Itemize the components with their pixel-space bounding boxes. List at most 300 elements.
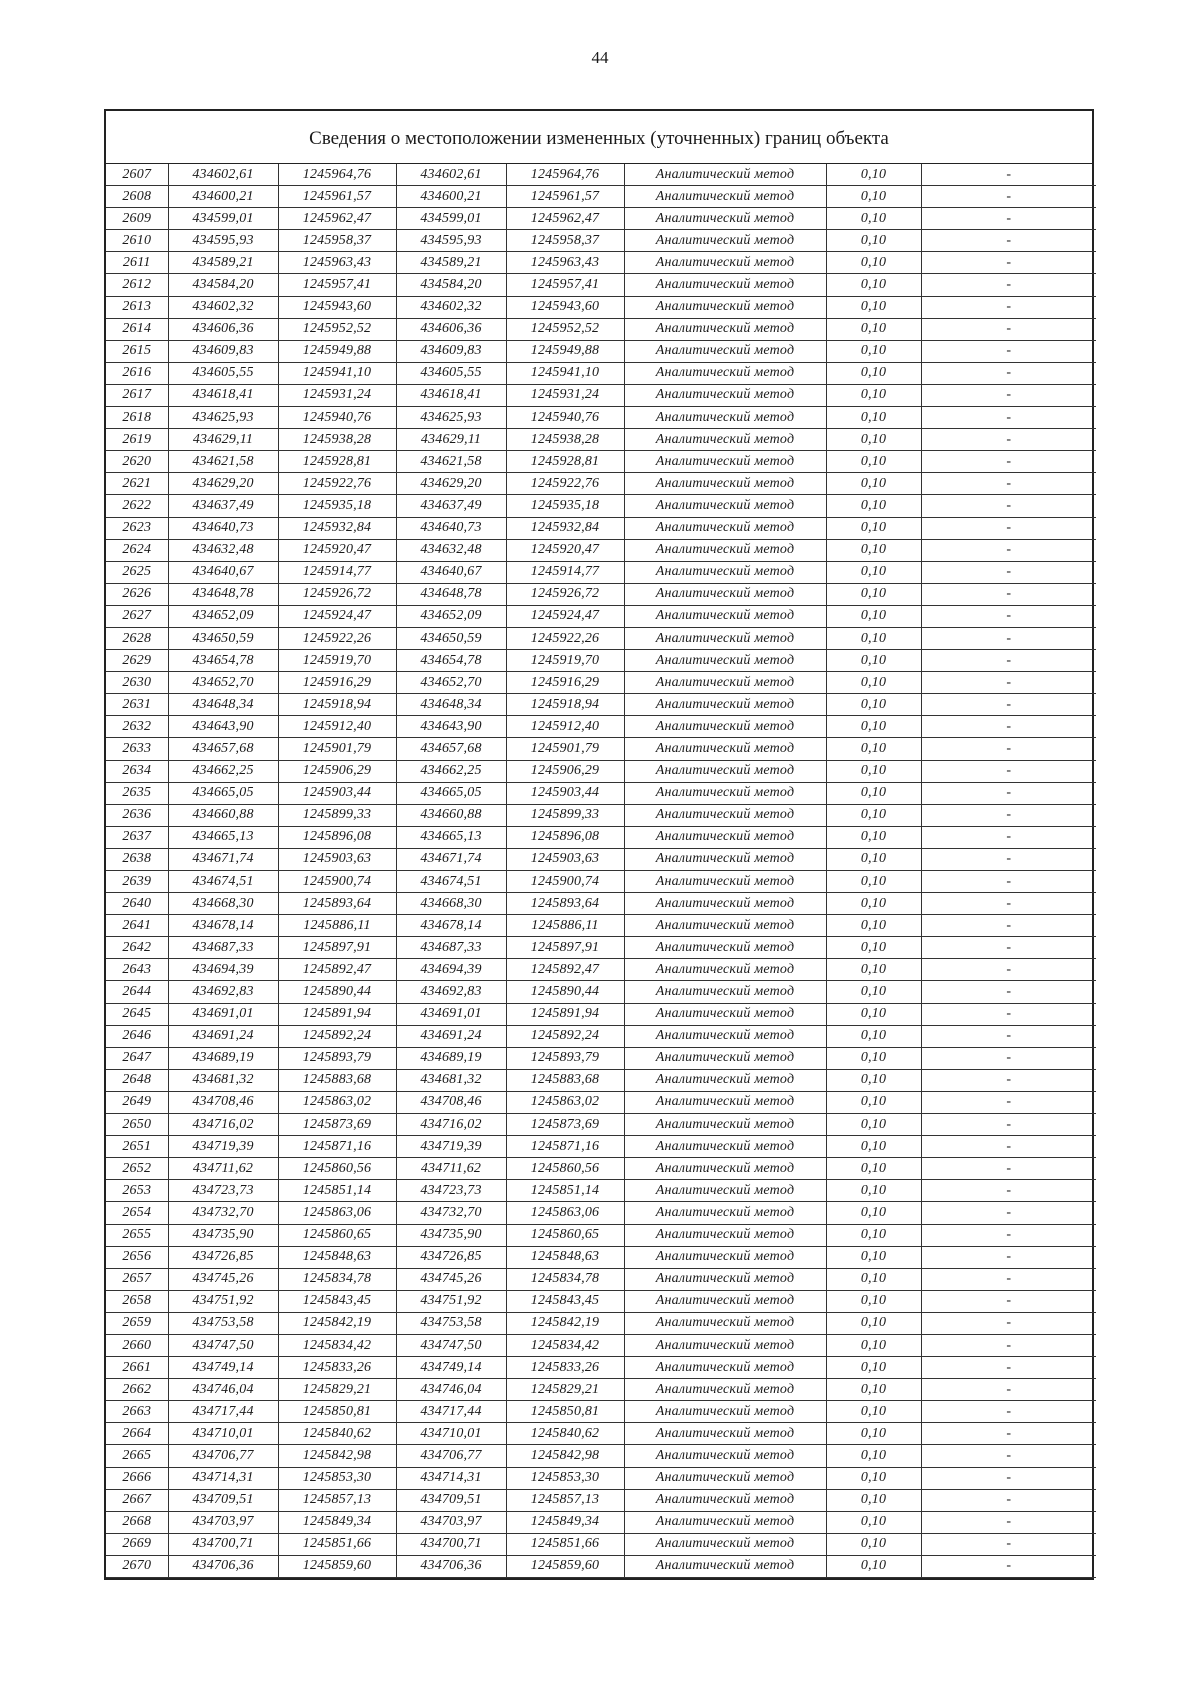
description-cell: -: [921, 1047, 1096, 1069]
x-existing-cell: 434735,90: [168, 1224, 278, 1246]
y-specified-cell: 1245851,14: [506, 1180, 624, 1202]
table-row: [106, 561, 1096, 583]
y-existing-cell: 1245906,29: [278, 760, 396, 782]
table-row: [106, 473, 1096, 495]
point-number-cell: 2632: [106, 716, 168, 738]
table-row: [106, 186, 1096, 208]
table-row: [106, 871, 1096, 893]
y-existing-cell: 1245892,47: [278, 959, 396, 981]
x-specified-cell: 434691,01: [396, 1003, 506, 1025]
point-number-cell: 2645: [106, 1003, 168, 1025]
point-number-cell: 2669: [106, 1533, 168, 1555]
method-cell: Аналитический метод: [624, 1290, 826, 1312]
y-specified-cell: 1245892,47: [506, 959, 624, 981]
method-cell: Аналитический метод: [624, 186, 826, 208]
point-number-cell: 2657: [106, 1268, 168, 1290]
table-row: [106, 716, 1096, 738]
table-row: [106, 340, 1096, 362]
x-existing-cell: 434749,14: [168, 1357, 278, 1379]
method-cell: Аналитический метод: [624, 296, 826, 318]
table-row: [106, 627, 1096, 649]
x-existing-cell: 434708,46: [168, 1091, 278, 1113]
y-specified-cell: 1245958,37: [506, 230, 624, 252]
x-specified-cell: 434643,90: [396, 716, 506, 738]
x-specified-cell: 434652,70: [396, 672, 506, 694]
x-existing-cell: 434723,73: [168, 1180, 278, 1202]
table-row: [106, 915, 1096, 937]
method-cell: Аналитический метод: [624, 561, 826, 583]
x-specified-cell: 434606,36: [396, 318, 506, 340]
y-specified-cell: 1245962,47: [506, 208, 624, 230]
y-existing-cell: 1245859,60: [278, 1555, 396, 1577]
table-row: [106, 362, 1096, 384]
description-cell: -: [921, 186, 1096, 208]
accuracy-cell: 0,10: [826, 230, 921, 252]
accuracy-cell: 0,10: [826, 1114, 921, 1136]
accuracy-cell: 0,10: [826, 1047, 921, 1069]
table-row: [106, 1334, 1096, 1356]
table-row: [106, 1423, 1096, 1445]
x-specified-cell: 434726,85: [396, 1246, 506, 1268]
point-number-cell: 2625: [106, 561, 168, 583]
x-existing-cell: 434618,41: [168, 384, 278, 406]
y-existing-cell: 1245873,69: [278, 1114, 396, 1136]
table-row: [106, 959, 1096, 981]
x-existing-cell: 434714,31: [168, 1467, 278, 1489]
x-existing-cell: 434694,39: [168, 959, 278, 981]
point-number-cell: 2661: [106, 1357, 168, 1379]
y-specified-cell: 1245896,08: [506, 826, 624, 848]
description-cell: -: [921, 384, 1096, 406]
point-number-cell: 2637: [106, 826, 168, 848]
x-specified-cell: 434629,20: [396, 473, 506, 495]
y-existing-cell: 1245931,24: [278, 384, 396, 406]
accuracy-cell: 0,10: [826, 893, 921, 915]
y-existing-cell: 1245897,91: [278, 937, 396, 959]
table-row: [106, 1180, 1096, 1202]
table-row: [106, 1555, 1096, 1577]
y-existing-cell: 1245834,78: [278, 1268, 396, 1290]
x-specified-cell: 434714,31: [396, 1467, 506, 1489]
table-row: [106, 1158, 1096, 1180]
y-specified-cell: 1245829,21: [506, 1379, 624, 1401]
method-cell: Аналитический метод: [624, 362, 826, 384]
method-cell: Аналитический метод: [624, 1003, 826, 1025]
x-existing-cell: 434706,77: [168, 1445, 278, 1467]
point-number-cell: 2638: [106, 848, 168, 870]
method-cell: Аналитический метод: [624, 694, 826, 716]
table-row: [106, 1268, 1096, 1290]
y-existing-cell: 1245853,30: [278, 1467, 396, 1489]
y-specified-cell: 1245938,28: [506, 429, 624, 451]
description-cell: -: [921, 1445, 1096, 1467]
x-existing-cell: 434660,88: [168, 804, 278, 826]
description-cell: -: [921, 1423, 1096, 1445]
x-existing-cell: 434662,25: [168, 760, 278, 782]
description-cell: -: [921, 893, 1096, 915]
method-cell: Аналитический метод: [624, 672, 826, 694]
y-existing-cell: 1245890,44: [278, 981, 396, 1003]
x-existing-cell: 434589,21: [168, 252, 278, 274]
point-number-cell: 2610: [106, 230, 168, 252]
y-existing-cell: 1245899,33: [278, 804, 396, 826]
method-cell: Аналитический метод: [624, 1025, 826, 1047]
y-specified-cell: 1245848,63: [506, 1246, 624, 1268]
accuracy-cell: 0,10: [826, 1290, 921, 1312]
x-specified-cell: 434654,78: [396, 650, 506, 672]
x-specified-cell: 434747,50: [396, 1334, 506, 1356]
y-existing-cell: 1245914,77: [278, 561, 396, 583]
method-cell: Аналитический метод: [624, 1047, 826, 1069]
point-number-cell: 2659: [106, 1312, 168, 1334]
x-existing-cell: 434605,55: [168, 362, 278, 384]
x-existing-cell: 434706,36: [168, 1555, 278, 1577]
y-specified-cell: 1245916,29: [506, 672, 624, 694]
x-existing-cell: 434711,62: [168, 1158, 278, 1180]
point-number-cell: 2630: [106, 672, 168, 694]
x-specified-cell: 434605,55: [396, 362, 506, 384]
description-cell: -: [921, 517, 1096, 539]
x-existing-cell: 434654,78: [168, 650, 278, 672]
method-cell: Аналитический метод: [624, 782, 826, 804]
method-cell: Аналитический метод: [624, 473, 826, 495]
point-number-cell: 2652: [106, 1158, 168, 1180]
y-existing-cell: 1245919,70: [278, 650, 396, 672]
table-row: [106, 1467, 1096, 1489]
method-cell: Аналитический метод: [624, 848, 826, 870]
table-row: [106, 1091, 1096, 1113]
x-specified-cell: 434694,39: [396, 959, 506, 981]
x-specified-cell: 434637,49: [396, 495, 506, 517]
method-cell: Аналитический метод: [624, 871, 826, 893]
y-specified-cell: 1245943,60: [506, 296, 624, 318]
y-specified-cell: 1245903,63: [506, 848, 624, 870]
y-existing-cell: 1245903,63: [278, 848, 396, 870]
description-cell: -: [921, 473, 1096, 495]
description-cell: -: [921, 782, 1096, 804]
table-row: [106, 252, 1096, 274]
accuracy-cell: 0,10: [826, 1312, 921, 1334]
method-cell: Аналитический метод: [624, 1467, 826, 1489]
accuracy-cell: 0,10: [826, 1091, 921, 1113]
table-row: [106, 1003, 1096, 1025]
y-specified-cell: 1245900,74: [506, 871, 624, 893]
x-specified-cell: 434751,92: [396, 1290, 506, 1312]
y-specified-cell: 1245857,13: [506, 1489, 624, 1511]
x-specified-cell: 434648,34: [396, 694, 506, 716]
x-specified-cell: 434710,01: [396, 1423, 506, 1445]
x-specified-cell: 434717,44: [396, 1401, 506, 1423]
y-specified-cell: 1245890,44: [506, 981, 624, 1003]
y-specified-cell: 1245941,10: [506, 362, 624, 384]
x-specified-cell: 434665,13: [396, 826, 506, 848]
table-title: Сведения о местоположении измененных (уточненных) границ объекта: [106, 111, 1092, 164]
y-specified-cell: 1245906,29: [506, 760, 624, 782]
method-cell: Аналитический метод: [624, 1379, 826, 1401]
point-number-cell: 2651: [106, 1136, 168, 1158]
accuracy-cell: 0,10: [826, 384, 921, 406]
page-number: 44: [591, 48, 609, 67]
x-existing-cell: 434751,92: [168, 1290, 278, 1312]
x-existing-cell: 434602,61: [168, 164, 278, 186]
y-existing-cell: 1245893,79: [278, 1047, 396, 1069]
y-specified-cell: 1245871,16: [506, 1136, 624, 1158]
x-existing-cell: 434691,24: [168, 1025, 278, 1047]
description-cell: -: [921, 1180, 1096, 1202]
accuracy-cell: 0,10: [826, 252, 921, 274]
x-existing-cell: 434650,59: [168, 627, 278, 649]
accuracy-cell: 0,10: [826, 1025, 921, 1047]
y-existing-cell: 1245842,19: [278, 1312, 396, 1334]
accuracy-cell: 0,10: [826, 937, 921, 959]
point-number-cell: 2666: [106, 1467, 168, 1489]
method-cell: Аналитический метод: [624, 407, 826, 429]
x-existing-cell: 434609,83: [168, 340, 278, 362]
accuracy-cell: 0,10: [826, 804, 921, 826]
y-specified-cell: 1245901,79: [506, 738, 624, 760]
x-existing-cell: 434629,20: [168, 473, 278, 495]
table-row: [106, 296, 1096, 318]
accuracy-cell: 0,10: [826, 1489, 921, 1511]
y-specified-cell: 1245834,42: [506, 1334, 624, 1356]
x-specified-cell: 434660,88: [396, 804, 506, 826]
description-cell: -: [921, 561, 1096, 583]
x-specified-cell: 434700,71: [396, 1533, 506, 1555]
x-existing-cell: 434692,83: [168, 981, 278, 1003]
x-specified-cell: 434652,09: [396, 605, 506, 627]
x-specified-cell: 434687,33: [396, 937, 506, 959]
y-existing-cell: 1245871,16: [278, 1136, 396, 1158]
y-existing-cell: 1245840,62: [278, 1423, 396, 1445]
y-specified-cell: 1245931,24: [506, 384, 624, 406]
description-cell: -: [921, 959, 1096, 981]
point-number-cell: 2611: [106, 252, 168, 274]
description-cell: -: [921, 362, 1096, 384]
y-specified-cell: 1245853,30: [506, 1467, 624, 1489]
accuracy-cell: 0,10: [826, 1357, 921, 1379]
description-cell: -: [921, 915, 1096, 937]
x-existing-cell: 434703,97: [168, 1511, 278, 1533]
point-number-cell: 2608: [106, 186, 168, 208]
table-row: [106, 1379, 1096, 1401]
accuracy-cell: 0,10: [826, 1136, 921, 1158]
table-row: [106, 1401, 1096, 1423]
y-specified-cell: 1245957,41: [506, 274, 624, 296]
x-existing-cell: 434652,70: [168, 672, 278, 694]
method-cell: Аналитический метод: [624, 1357, 826, 1379]
y-existing-cell: 1245949,88: [278, 340, 396, 362]
table-row: [106, 1025, 1096, 1047]
y-specified-cell: 1245922,76: [506, 473, 624, 495]
y-specified-cell: 1245922,26: [506, 627, 624, 649]
accuracy-cell: 0,10: [826, 1246, 921, 1268]
x-specified-cell: 434708,46: [396, 1091, 506, 1113]
description-cell: -: [921, 230, 1096, 252]
y-existing-cell: 1245912,40: [278, 716, 396, 738]
accuracy-cell: 0,10: [826, 451, 921, 473]
table-row: [106, 1312, 1096, 1334]
y-specified-cell: 1245886,11: [506, 915, 624, 937]
x-specified-cell: 434600,21: [396, 186, 506, 208]
y-existing-cell: 1245829,21: [278, 1379, 396, 1401]
method-cell: Аналитический метод: [624, 1401, 826, 1423]
y-specified-cell: 1245952,52: [506, 318, 624, 340]
method-cell: Аналитический метод: [624, 318, 826, 340]
x-existing-cell: 434629,11: [168, 429, 278, 451]
x-existing-cell: 434687,33: [168, 937, 278, 959]
y-existing-cell: 1245935,18: [278, 495, 396, 517]
description-cell: -: [921, 1202, 1096, 1224]
accuracy-cell: 0,10: [826, 495, 921, 517]
accuracy-cell: 0,10: [826, 605, 921, 627]
description-cell: -: [921, 1533, 1096, 1555]
point-number-cell: 2635: [106, 782, 168, 804]
point-number-cell: 2615: [106, 340, 168, 362]
point-number-cell: 2640: [106, 893, 168, 915]
accuracy-cell: 0,10: [826, 760, 921, 782]
x-specified-cell: 434753,58: [396, 1312, 506, 1334]
method-cell: Аналитический метод: [624, 981, 826, 1003]
method-cell: Аналитический метод: [624, 1114, 826, 1136]
x-existing-cell: 434671,74: [168, 848, 278, 870]
method-cell: Аналитический метод: [624, 274, 826, 296]
accuracy-cell: 0,10: [826, 981, 921, 1003]
accuracy-cell: 0,10: [826, 871, 921, 893]
y-existing-cell: 1245851,14: [278, 1180, 396, 1202]
y-specified-cell: 1245961,57: [506, 186, 624, 208]
x-existing-cell: 434602,32: [168, 296, 278, 318]
description-cell: -: [921, 826, 1096, 848]
point-number-cell: 2609: [106, 208, 168, 230]
y-specified-cell: 1245920,47: [506, 539, 624, 561]
description-cell: -: [921, 340, 1096, 362]
point-number-cell: 2643: [106, 959, 168, 981]
accuracy-cell: 0,10: [826, 1069, 921, 1091]
y-existing-cell: 1245920,47: [278, 539, 396, 561]
description-cell: -: [921, 1312, 1096, 1334]
point-number-cell: 2662: [106, 1379, 168, 1401]
table-row: [106, 407, 1096, 429]
y-existing-cell: 1245896,08: [278, 826, 396, 848]
table-row: [106, 230, 1096, 252]
table-row: [106, 1357, 1096, 1379]
x-specified-cell: 434595,93: [396, 230, 506, 252]
description-cell: -: [921, 716, 1096, 738]
table-row: [106, 937, 1096, 959]
method-cell: Аналитический метод: [624, 164, 826, 186]
y-existing-cell: 1245916,29: [278, 672, 396, 694]
method-cell: Аналитический метод: [624, 716, 826, 738]
point-number-cell: 2616: [106, 362, 168, 384]
table-row: [106, 1047, 1096, 1069]
description-cell: -: [921, 804, 1096, 826]
method-cell: Аналитический метод: [624, 605, 826, 627]
x-existing-cell: 434648,78: [168, 583, 278, 605]
method-cell: Аналитический метод: [624, 804, 826, 826]
accuracy-cell: 0,10: [826, 738, 921, 760]
x-specified-cell: 434691,24: [396, 1025, 506, 1047]
accuracy-cell: 0,10: [826, 1379, 921, 1401]
method-cell: Аналитический метод: [624, 650, 826, 672]
point-number-cell: 2639: [106, 871, 168, 893]
x-existing-cell: 434691,01: [168, 1003, 278, 1025]
x-existing-cell: 434643,90: [168, 716, 278, 738]
method-cell: Аналитический метод: [624, 915, 826, 937]
description-cell: -: [921, 583, 1096, 605]
description-cell: -: [921, 627, 1096, 649]
description-cell: -: [921, 495, 1096, 517]
y-specified-cell: 1245928,81: [506, 451, 624, 473]
accuracy-cell: 0,10: [826, 1401, 921, 1423]
accuracy-cell: 0,10: [826, 561, 921, 583]
description-cell: -: [921, 1158, 1096, 1180]
y-specified-cell: 1245926,72: [506, 583, 624, 605]
point-number-cell: 2642: [106, 937, 168, 959]
method-cell: Аналитический метод: [624, 208, 826, 230]
point-number-cell: 2613: [106, 296, 168, 318]
x-specified-cell: 434749,14: [396, 1357, 506, 1379]
x-specified-cell: 434706,36: [396, 1555, 506, 1577]
method-cell: Аналитический метод: [624, 1268, 826, 1290]
accuracy-cell: 0,10: [826, 407, 921, 429]
description-cell: -: [921, 1224, 1096, 1246]
description-cell: -: [921, 451, 1096, 473]
x-specified-cell: 434609,83: [396, 340, 506, 362]
table-row: [106, 1202, 1096, 1224]
accuracy-cell: 0,10: [826, 1334, 921, 1356]
y-existing-cell: 1245918,94: [278, 694, 396, 716]
table-row: [106, 893, 1096, 915]
x-existing-cell: 434648,34: [168, 694, 278, 716]
table-row: [106, 495, 1096, 517]
x-specified-cell: 434618,41: [396, 384, 506, 406]
accuracy-cell: 0,10: [826, 627, 921, 649]
x-specified-cell: 434589,21: [396, 252, 506, 274]
table-row: [106, 384, 1096, 406]
x-specified-cell: 434665,05: [396, 782, 506, 804]
y-existing-cell: 1245958,37: [278, 230, 396, 252]
y-specified-cell: 1245863,06: [506, 1202, 624, 1224]
x-existing-cell: 434652,09: [168, 605, 278, 627]
x-existing-cell: 434632,48: [168, 539, 278, 561]
method-cell: Аналитический метод: [624, 1511, 826, 1533]
point-number-cell: 2644: [106, 981, 168, 1003]
x-existing-cell: 434674,51: [168, 871, 278, 893]
description-cell: -: [921, 848, 1096, 870]
point-number-cell: 2654: [106, 1202, 168, 1224]
point-number-cell: 2619: [106, 429, 168, 451]
accuracy-cell: 0,10: [826, 296, 921, 318]
point-number-cell: 2622: [106, 495, 168, 517]
description-cell: -: [921, 694, 1096, 716]
y-existing-cell: 1245922,76: [278, 473, 396, 495]
description-cell: -: [921, 650, 1096, 672]
x-existing-cell: 434709,51: [168, 1489, 278, 1511]
y-specified-cell: 1245912,40: [506, 716, 624, 738]
point-number-cell: 2626: [106, 583, 168, 605]
table-row: [106, 1533, 1096, 1555]
x-specified-cell: 434602,32: [396, 296, 506, 318]
x-specified-cell: 434735,90: [396, 1224, 506, 1246]
y-specified-cell: 1245850,81: [506, 1401, 624, 1423]
x-existing-cell: 434637,49: [168, 495, 278, 517]
accuracy-cell: 0,10: [826, 340, 921, 362]
y-existing-cell: 1245941,10: [278, 362, 396, 384]
y-specified-cell: 1245842,19: [506, 1312, 624, 1334]
x-existing-cell: 434726,85: [168, 1246, 278, 1268]
y-existing-cell: 1245926,72: [278, 583, 396, 605]
point-number-cell: 2647: [106, 1047, 168, 1069]
